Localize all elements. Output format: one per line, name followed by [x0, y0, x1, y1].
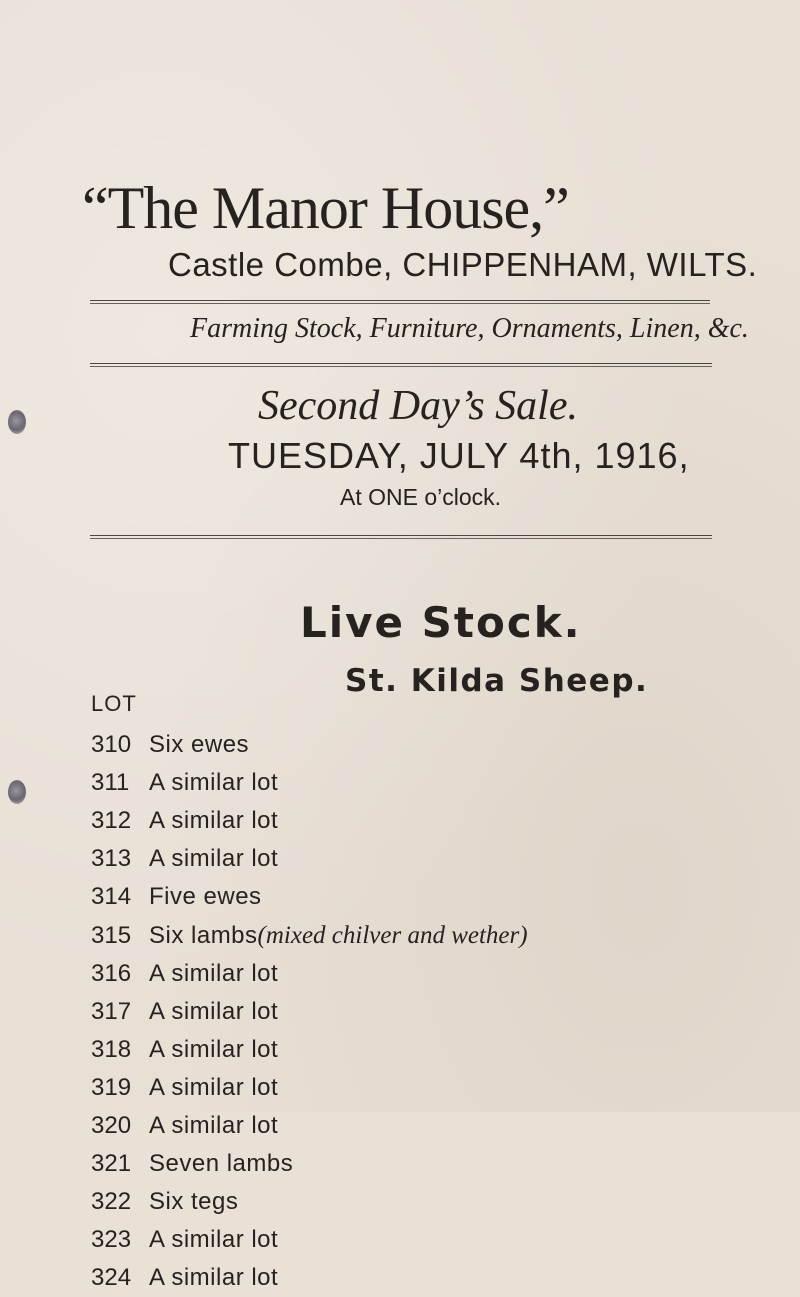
lot-description: A similar lot [149, 1073, 279, 1101]
section-title: Live Stock. [300, 598, 582, 647]
lot-description: Seven lambs [149, 1150, 294, 1178]
lot-row [91, 1145, 731, 1183]
lot-description: A similar lot [149, 769, 279, 797]
lot-number: 311 [91, 769, 130, 797]
lot-description: A similar lot [149, 959, 279, 987]
lot-description: A similar lot [149, 1035, 279, 1063]
punch-hole-top-icon [8, 410, 26, 434]
lot-description: Five ewes [149, 883, 262, 911]
lot-row [91, 802, 731, 840]
lot-row [91, 1031, 731, 1069]
lot-number: 310 [91, 731, 132, 759]
lot-number: 315 [91, 921, 132, 949]
lot-description: A similar lot [149, 807, 279, 835]
sale-date: TUESDAY, JULY 4th, 1916, [228, 435, 690, 476]
lot-description: A similar lot [149, 1111, 279, 1139]
lot-row [91, 840, 731, 878]
lot-row [91, 1069, 731, 1107]
lot-number: 312 [91, 807, 132, 835]
lot-row [91, 878, 731, 916]
lot-description: A similar lot [149, 1226, 279, 1254]
lot-row [91, 1107, 731, 1145]
lot-row [91, 1221, 731, 1259]
lot-list [91, 726, 731, 1297]
lot-number: 321 [91, 1150, 132, 1178]
lot-number: 313 [91, 845, 132, 873]
lot-number: 314 [91, 883, 132, 911]
lot-number: 316 [91, 959, 132, 987]
section-subtitle: St. Kilda Sheep. [345, 663, 649, 699]
lot-description: Six ewes [149, 731, 250, 759]
lot-description: Six tegs [149, 1188, 239, 1216]
lot-note: (mixed chilver and wether) [257, 921, 528, 949]
lot-number: 320 [91, 1111, 132, 1139]
punch-hole-bottom-icon [8, 780, 26, 804]
lot-number: 318 [91, 1035, 132, 1063]
divider [90, 535, 712, 539]
divider [90, 363, 712, 367]
lot-row [91, 916, 731, 954]
lot-description: Six lambs [149, 921, 258, 949]
lot-row [91, 764, 731, 802]
lot-row [91, 993, 731, 1031]
lot-number: 323 [91, 1226, 132, 1254]
lot-column-header: LOT [91, 691, 137, 716]
divider [90, 300, 710, 304]
sale-time: At ONE o’clock. [340, 484, 502, 510]
sale-name: Second Day’s Sale. [258, 383, 578, 429]
lot-description: A similar lot [149, 1264, 279, 1292]
lot-number: 319 [91, 1073, 132, 1101]
sale-categories: Farming Stock, Furniture, Ornaments, Linen, &c. [190, 313, 749, 344]
lot-row [91, 726, 731, 764]
lot-description: A similar lot [149, 845, 279, 873]
lot-row [91, 1183, 731, 1221]
lot-row [91, 955, 731, 993]
address-line: Castle Combe, CHIPPENHAM, WILTS. [168, 246, 758, 283]
lot-number: 317 [91, 997, 132, 1025]
lot-number: 322 [91, 1188, 132, 1216]
lot-description: A similar lot [149, 997, 279, 1025]
lot-number: 324 [91, 1264, 132, 1292]
page-title: “The Manor House,” [82, 175, 569, 241]
lot-row [91, 1259, 731, 1297]
